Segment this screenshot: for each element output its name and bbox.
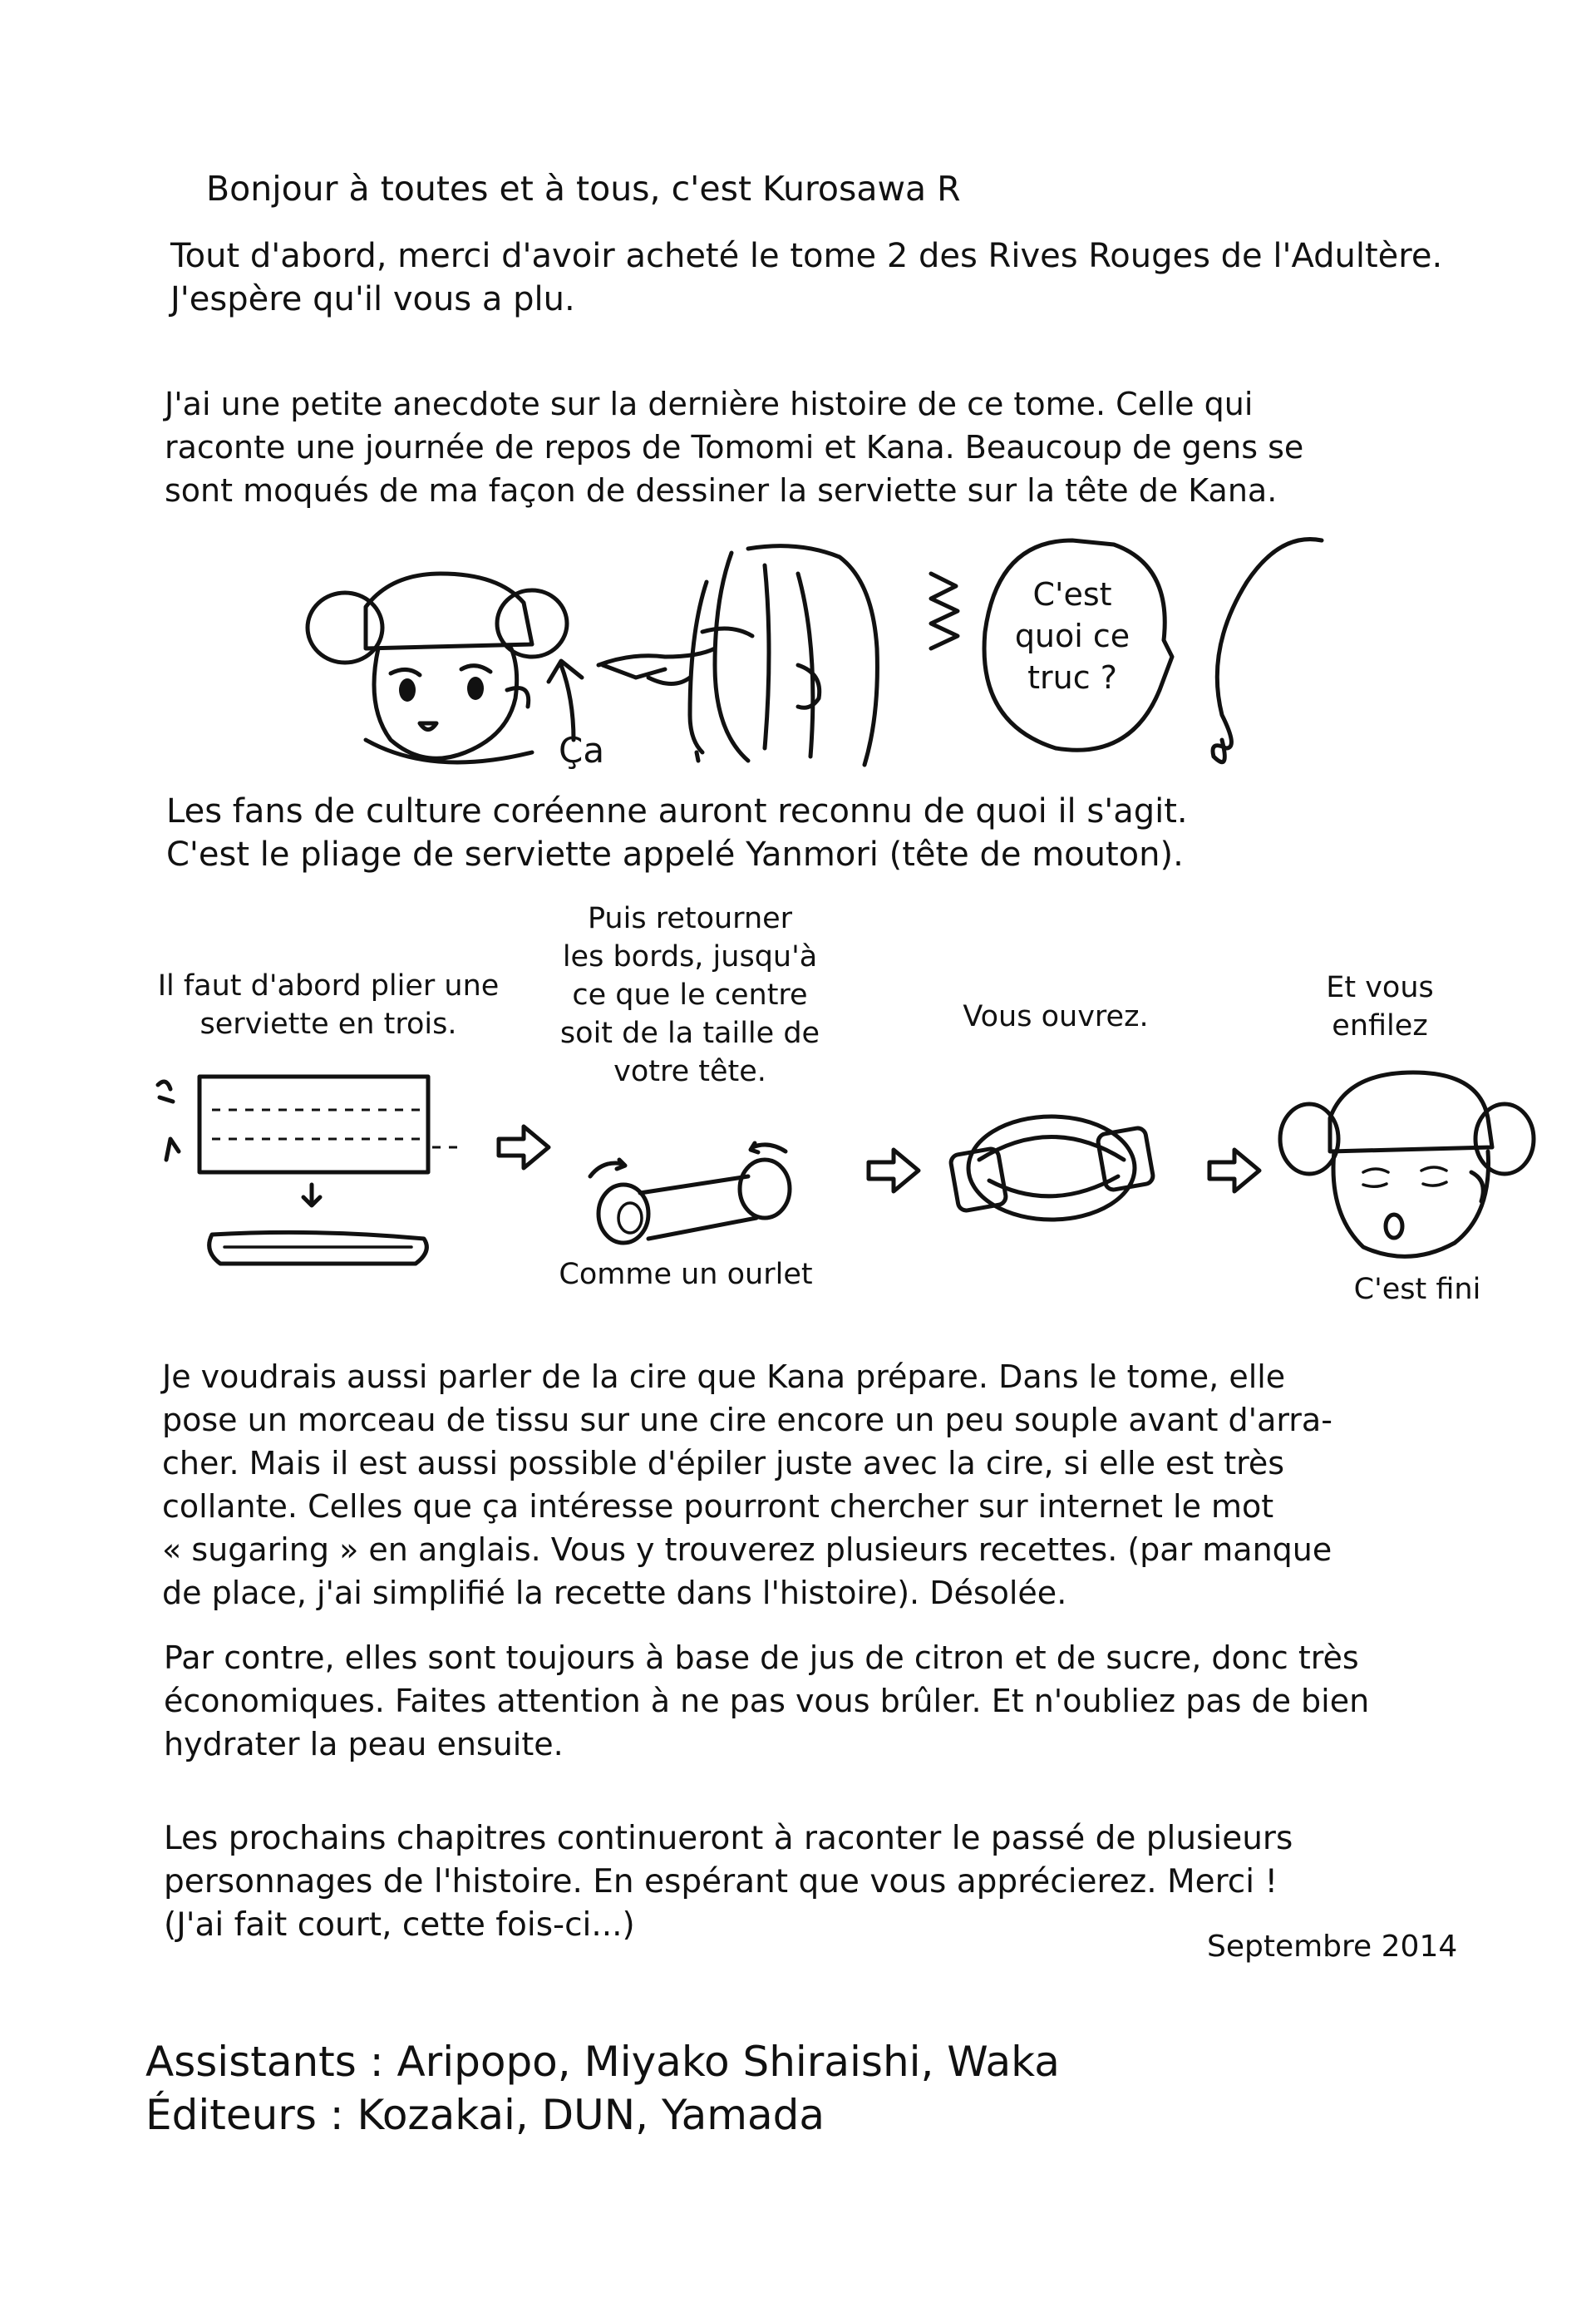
step4-note: C'est fini [1353, 1273, 1481, 1306]
intro-paragraph [170, 234, 1442, 321]
anecdote-line: raconte une journée de repos de Tomomi et Kana. Beaucoup de gens se [165, 429, 1304, 466]
lemon-line: hydrater la peau ensuite. [164, 1726, 564, 1762]
block-arrow-2 [869, 1150, 919, 1191]
step2-caption [544, 900, 835, 1091]
step1-caption [141, 967, 515, 1043]
anecdote-line: J'ai une petite anecdote sur la dernière histoire de ce tome. Celle qui [165, 386, 1254, 422]
opened-towel-drawing [950, 1117, 1155, 1220]
anecdote-line: sont moqués de ma façon de dessiner la serviette sur la tête de Kana. [165, 472, 1278, 509]
bubble-line: quoi ce [1014, 618, 1130, 654]
intro-line: J'espère qu'il vous a plu. [170, 280, 575, 318]
block-arrow-1 [499, 1126, 549, 1168]
closing-line: personnages de l'histoire. En espérant que vous apprécierez. Merci ! [164, 1863, 1278, 1900]
friend-pointing-drawing [598, 546, 877, 765]
wax-line: Je voudrais aussi parler de la cire que Kana prépare. Dans le tome, elle [162, 1358, 1286, 1395]
wax-line: de place, j'ai simplifié la recette dans l'histoire). Désolée. [162, 1575, 1067, 1611]
wax-paragraph [162, 1355, 1332, 1614]
korean-line: Les fans de culture coréenne auront reconnu de quoi il s'agit. [166, 792, 1188, 831]
kana-towel-drawing [308, 574, 567, 762]
lemon-paragraph [164, 1636, 1369, 1766]
bubble-line: C'est [1032, 576, 1112, 613]
hair-curve [1213, 540, 1322, 762]
pointer-label: Ça [559, 730, 605, 771]
wax-line: « sugaring » en anglais. Vous y trouverez plusieurs recettes. (par manque [162, 1531, 1332, 1568]
closing-line: (J'ai fait court, cette fois-ci...) [164, 1906, 635, 1944]
korean-paragraph [166, 790, 1188, 876]
step2-line: soit de la taille de [559, 1017, 820, 1050]
lemon-line: Par contre, elles sont toujours à base de jus de citron et de sucre, donc très [164, 1639, 1359, 1676]
date: Septembre 2014 [1207, 1930, 1458, 1964]
step4-line: enfilez [1332, 1009, 1428, 1043]
wax-line: collante. Celles que ça intéresse pourront chercher sur internet le mot [162, 1488, 1274, 1525]
folded-towel-drawing [158, 1077, 466, 1264]
rolled-towel-drawing [590, 1143, 790, 1243]
lemon-line: économiques. Faites attention à ne pas vous brûler. Et n'oubliez pas de bien [164, 1683, 1370, 1719]
closing-line: Les prochains chapitres continueront à raconter le passé de plusieurs [164, 1820, 1293, 1857]
step4-line: Et vous [1326, 971, 1434, 1004]
bubble-line: truc ? [1027, 659, 1117, 696]
shock-zigzag [931, 574, 958, 648]
credits [145, 2035, 1060, 2142]
wax-line: cher. Mais il est aussi possible d'épiler juste avec la cire, si elle est très [162, 1445, 1285, 1481]
anecdote-paragraph [165, 382, 1303, 512]
intro-line: Tout d'abord, merci d'avoir acheté le tome 2 des Rives Rouges de l'Adultère. [170, 237, 1443, 275]
step2-note: Comme un ourlet [559, 1258, 813, 1291]
step3-caption: Vous ouvrez. [963, 1000, 1149, 1033]
face-with-towel-drawing [1280, 1072, 1534, 1256]
greeting: Bonjour à toutes et à tous, c'est Kurosawa R [206, 169, 961, 209]
step2-line: votre tête. [613, 1055, 766, 1088]
step2-line: Puis retourner [587, 902, 793, 935]
step4-caption [1284, 969, 1475, 1045]
korean-line: C'est le pliage de serviette appelé Yanmori (tête de mouton). [166, 836, 1184, 874]
block-arrow-3 [1209, 1150, 1259, 1191]
step2-line: les bords, jusqu'à [562, 940, 818, 974]
speech-bubble-text [1002, 574, 1143, 698]
step1-line: serviette en trois. [200, 1008, 457, 1041]
step1-line: Il faut d'abord plier une [157, 969, 500, 1003]
step2-line: ce que le centre [572, 979, 808, 1012]
closing-paragraph [164, 1817, 1293, 1947]
credits-editors: Éditeurs : Kozakai, DUN, Yamada [145, 2091, 825, 2139]
credits-assistants: Assistants : Aripopo, Miyako Shiraishi, Waka [145, 2038, 1060, 2086]
wax-line: pose un morceau de tissu sur une cire encore un peu souple avant d'arra- [162, 1402, 1332, 1438]
